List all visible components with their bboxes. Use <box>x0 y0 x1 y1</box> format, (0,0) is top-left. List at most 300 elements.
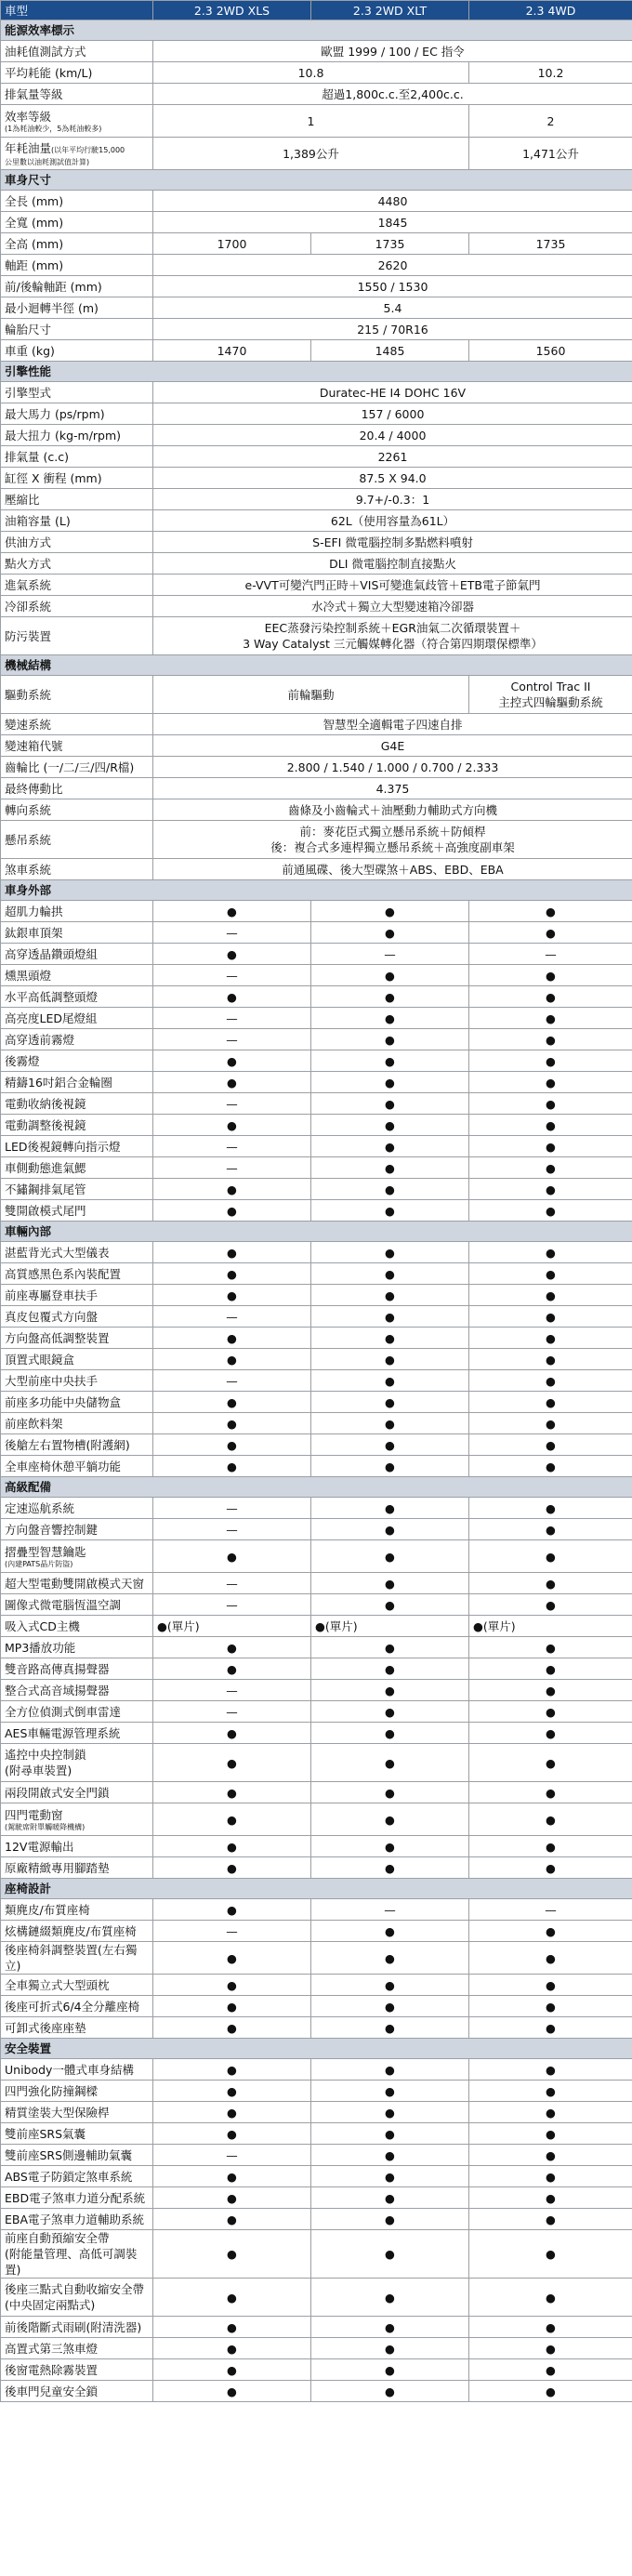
spec-value-cell <box>469 1498 632 1519</box>
spec-value-cell <box>153 276 632 297</box>
spec-value-line2: 後：複合式多連桿獨立懸吊系統＋高強度副車架 <box>270 840 515 854</box>
spec-label: 齒輪比 (一/二/三/四/R檔) <box>5 760 135 774</box>
spec-label-cell <box>1 1115 153 1136</box>
spec-label-note: 公里數以油耗測試值計算) <box>5 157 90 166</box>
spec-value: ● <box>385 1373 395 1388</box>
spec-label-cell <box>1 1179 153 1200</box>
spec-value: ● <box>385 1437 395 1452</box>
spec-row <box>1 403 632 425</box>
spec-row <box>1 778 632 799</box>
spec-value: ● <box>227 946 237 961</box>
spec-label: 大型前座中央扶手 <box>5 1373 99 1388</box>
spec-value-cell <box>311 1803 469 1836</box>
spec-value: ● <box>385 1266 395 1281</box>
spec-value-cell <box>153 1242 311 1263</box>
spec-value-cell <box>469 138 632 170</box>
spec-value-cell <box>469 1157 632 1179</box>
spec-label-note: (駕駛席附單觸暖降機構) <box>5 1822 86 1831</box>
spec-value: ● <box>385 1661 395 1676</box>
spec-value-cell <box>469 1519 632 1540</box>
spec-value: ● <box>227 2319 237 2334</box>
spec-value-cell <box>469 1744 632 1782</box>
spec-value-cell <box>153 2279 311 2317</box>
spec-value-cell <box>469 1540 632 1573</box>
spec-label-cell <box>1 1072 153 1093</box>
spec-value: ● <box>546 1500 556 1515</box>
section-header <box>1 880 632 901</box>
spec-value: ● <box>546 1950 556 1965</box>
spec-value: 215 / 70R16 <box>357 322 428 337</box>
spec-label: 轉向系統 <box>5 802 52 817</box>
spec-value-cell <box>153 1050 311 1072</box>
spec-value-cell <box>311 1723 469 1744</box>
spec-value: ● <box>227 2020 237 2035</box>
spec-value: — <box>226 2147 238 2162</box>
spec-value-cell <box>311 1136 469 1157</box>
spec-value-cell <box>311 1782 469 1803</box>
spec-label: 缸徑 X 衝程 (mm) <box>5 470 102 485</box>
spec-value: 157 / 6000 <box>361 406 425 421</box>
spec-row <box>1 1456 632 1477</box>
spec-label-cell <box>1 1050 153 1072</box>
spec-label: 前座自動預縮安全帶 <box>5 2231 110 2245</box>
spec-label-cell <box>1 382 153 403</box>
spec-value-cell <box>153 2102 311 2123</box>
spec-value-cell <box>153 1136 311 1157</box>
spec-value-cell <box>153 676 469 714</box>
spec-row <box>1 799 632 821</box>
spec-value-cell <box>153 191 632 212</box>
spec-value-cell <box>153 1680 311 1701</box>
spec-value-cell <box>311 965 469 986</box>
spec-label: 車側動態進氣鰓 <box>5 1160 86 1175</box>
spec-label: 高穿透前霧燈 <box>5 1032 75 1047</box>
spec-value: ● <box>546 1459 556 1473</box>
spec-label: 雙音路高傳真揚聲器 <box>5 1661 110 1676</box>
spec-value: ● <box>546 1203 556 1218</box>
spec-value: ● <box>546 1860 556 1875</box>
spec-label-cell <box>1 212 153 233</box>
spec-label-cell <box>1 1836 153 1857</box>
spec-value-cell <box>153 1803 311 1836</box>
spec-row <box>1 255 632 276</box>
spec-value: ● <box>227 2083 237 2098</box>
spec-value: ● <box>546 1640 556 1655</box>
spec-value: ● <box>227 1640 237 1655</box>
spec-value-cell <box>153 1616 311 1637</box>
spec-value-cell <box>153 901 311 922</box>
spec-value-cell <box>153 319 632 340</box>
spec-value: 齒條及小齒輪式＋油壓動力輔助式方向機 <box>287 802 497 817</box>
spec-label: 全方位偵測式倒車雷達 <box>5 1704 122 1719</box>
spec-value-cell <box>469 2145 632 2166</box>
spec-row <box>1 319 632 340</box>
spec-label: 精質塗裝大型保險桿 <box>5 2105 110 2120</box>
spec-value-cell <box>311 1573 469 1594</box>
spec-label-cell <box>1 1093 153 1115</box>
spec-row <box>1 212 632 233</box>
spec-label-suffix: (以年平均行駛15,000 <box>51 145 125 154</box>
spec-value-cell <box>469 62 632 84</box>
spec-value: ● <box>227 1785 237 1800</box>
spec-value: ● <box>227 989 237 1004</box>
spec-value: ● <box>385 1812 395 1827</box>
spec-value: ● <box>546 1576 556 1591</box>
spec-value-cell <box>311 1637 469 1658</box>
spec-value-cell <box>311 986 469 1008</box>
spec-label-cell <box>1 1540 153 1573</box>
spec-value-cell <box>311 944 469 965</box>
section-title: 機械結構 <box>1 655 632 676</box>
spec-label: 可卸式後座座墊 <box>5 2020 86 2035</box>
spec-value: — <box>226 1309 238 1324</box>
spec-value: ●(單片) <box>315 1618 358 1633</box>
spec-value-cell <box>311 1616 469 1637</box>
spec-value: 1845 <box>377 215 408 230</box>
spec-value: ●(單片) <box>473 1618 516 1633</box>
spec-value: ● <box>385 2062 395 2077</box>
spec-label-cell <box>1 2187 153 2209</box>
spec-label-cell <box>1 2381 153 2402</box>
spec-label-cell <box>1 1370 153 1392</box>
spec-row <box>1 1242 632 1263</box>
spec-row <box>1 489 632 510</box>
spec-label-cell <box>1 1157 153 1179</box>
spec-value: Control Trac II <box>510 680 591 694</box>
spec-label-line2: (中央固定兩點式) <box>5 2298 96 2312</box>
spec-value-cell <box>469 1306 632 1328</box>
spec-value-cell <box>311 1029 469 1050</box>
spec-value: EEC蒸發污染控制系統＋EGR油氣二次循環裝置＋ <box>264 621 521 635</box>
spec-value-cell <box>153 965 311 986</box>
spec-value: ● <box>227 1977 237 1992</box>
spec-label-cell <box>1 1857 153 1879</box>
spec-value: ● <box>546 2384 556 2398</box>
spec-value-cell <box>153 575 632 596</box>
spec-value-cell <box>153 1392 311 1413</box>
spec-label-cell <box>1 2338 153 2359</box>
spec-label-cell <box>1 1306 153 1328</box>
spec-value: ● <box>546 2147 556 2162</box>
spec-value: ● <box>227 1203 237 1218</box>
spec-value: — <box>226 925 238 940</box>
spec-value-cell <box>153 1975 311 1996</box>
spec-value: ● <box>385 1288 395 1302</box>
spec-label-cell <box>1 105 153 138</box>
spec-value-cell <box>469 1594 632 1616</box>
spec-label: Unibody一體式車身結構 <box>5 2062 134 2077</box>
section-header <box>1 2039 632 2059</box>
spec-value: ● <box>227 1330 237 1345</box>
spec-label-cell <box>1 1136 153 1157</box>
spec-row <box>1 1072 632 1093</box>
spec-value-cell <box>311 2123 469 2145</box>
section-title: 車輛內部 <box>1 1222 632 1242</box>
spec-label-cell <box>1 84 153 105</box>
spec-label: 後座可折式6/4全分離座椅 <box>5 1999 140 2014</box>
spec-label-cell <box>1 138 153 170</box>
spec-value: ● <box>546 1160 556 1175</box>
spec-value-cell <box>469 1413 632 1434</box>
spec-value: ● <box>385 1640 395 1655</box>
spec-row <box>1 617 632 655</box>
spec-value: 2.800 / 1.540 / 1.000 / 0.700 / 2.333 <box>286 760 499 774</box>
spec-value-cell <box>469 1370 632 1392</box>
spec-row <box>1 859 632 880</box>
spec-label-cell <box>1 403 153 425</box>
spec-row <box>1 2381 632 2402</box>
spec-value: ● <box>546 1704 556 1719</box>
spec-value-line2: 3 Way Catalyst 三元觸媒轉化器（符合第四期環保標準） <box>243 637 543 651</box>
spec-value: ● <box>546 2362 556 2377</box>
spec-value-cell <box>311 1836 469 1857</box>
spec-value-cell <box>311 1899 469 1921</box>
spec-label: 後窗電熱除霧裝置 <box>5 2362 99 2377</box>
spec-value-cell <box>153 986 311 1008</box>
spec-label: 高置式第三煞車燈 <box>5 2341 99 2356</box>
spec-value: ● <box>546 1182 556 1196</box>
spec-label-cell <box>1 617 153 655</box>
spec-value: ● <box>546 2020 556 2035</box>
spec-value: ● <box>385 1500 395 1515</box>
spec-value: ● <box>227 2341 237 2356</box>
spec-value: 5.4 <box>383 300 402 315</box>
spec-value-cell <box>469 676 632 714</box>
header-title: 車型 <box>1 1 153 20</box>
spec-value: — <box>226 1139 238 1154</box>
spec-label: EBA電子煞車力道輔助系統 <box>5 2212 145 2226</box>
spec-value: ● <box>385 1330 395 1345</box>
spec-value-cell <box>153 596 632 617</box>
spec-value: ● <box>546 968 556 983</box>
spec-value-cell <box>469 2279 632 2317</box>
spec-value-cell <box>469 1115 632 1136</box>
spec-label-cell <box>1 1029 153 1050</box>
spec-row <box>1 1349 632 1370</box>
spec-label-cell <box>1 340 153 362</box>
spec-value: ● <box>546 1245 556 1260</box>
spec-value: ● <box>227 1999 237 2014</box>
spec-row <box>1 1921 632 1942</box>
spec-value: ● <box>385 2147 395 2162</box>
spec-label: 後霧燈 <box>5 1053 40 1068</box>
spec-label-cell <box>1 2123 153 2145</box>
spec-value: 前輪驅動 <box>287 687 335 702</box>
section-header <box>1 170 632 191</box>
header-row <box>1 1 632 20</box>
spec-value-cell <box>153 1200 311 1222</box>
spec-value: ● <box>546 2062 556 2077</box>
spec-value: ● <box>546 904 556 918</box>
spec-row <box>1 1263 632 1285</box>
spec-value-cell <box>153 1836 311 1857</box>
spec-value: ● <box>385 1576 395 1591</box>
spec-label: AES車輛電源管理系統 <box>5 1725 121 1740</box>
spec-label: 最終傳動比 <box>5 781 63 796</box>
spec-value: ● <box>227 1437 237 1452</box>
spec-value-cell <box>311 1093 469 1115</box>
spec-value: ● <box>385 1597 395 1612</box>
spec-value-cell <box>469 1136 632 1157</box>
spec-row <box>1 901 632 922</box>
spec-row <box>1 2230 632 2279</box>
spec-value: ● <box>227 1053 237 1068</box>
spec-value-cell <box>311 2102 469 2123</box>
spec-value: S-EFI 微電腦控制多點燃料噴射 <box>312 535 473 549</box>
spec-value-cell <box>153 1921 311 1942</box>
spec-value-cell <box>153 1349 311 1370</box>
spec-row <box>1 1975 632 1996</box>
spec-row <box>1 1782 632 1803</box>
spec-label: 前座多功能中央儲物盒 <box>5 1394 122 1409</box>
spec-label: 年耗油量 <box>5 140 52 155</box>
spec-value: ● <box>385 2212 395 2226</box>
spec-label: 前座專屬登車扶手 <box>5 1288 99 1302</box>
spec-value-cell <box>311 2359 469 2381</box>
spec-value: — <box>226 968 238 983</box>
spec-value: ● <box>227 1860 237 1875</box>
spec-value-cell <box>469 2059 632 2081</box>
spec-row <box>1 340 632 362</box>
spec-row <box>1 821 632 859</box>
spec-value: ● <box>227 1075 237 1090</box>
spec-row <box>1 1573 632 1594</box>
spec-value-cell <box>311 1242 469 1263</box>
spec-label-cell <box>1 2166 153 2187</box>
spec-value-cell <box>311 1680 469 1701</box>
spec-value-cell <box>311 1200 469 1222</box>
spec-value-cell <box>153 2017 311 2039</box>
spec-value: — <box>226 1500 238 1515</box>
spec-value: ● <box>385 925 395 940</box>
spec-value-cell <box>311 1996 469 2017</box>
spec-row <box>1 2059 632 2081</box>
spec-value: 前通風碟、後大型碟煞＋ABS、EBD、EBA <box>282 862 504 877</box>
spec-value-cell <box>311 2017 469 2039</box>
spec-label-cell <box>1 1942 153 1975</box>
spec-label-cell <box>1 965 153 986</box>
spec-value-cell <box>469 1803 632 1836</box>
spec-row <box>1 2187 632 2209</box>
spec-value-cell <box>311 1349 469 1370</box>
spec-row <box>1 1008 632 1029</box>
spec-value: 1560 <box>535 343 566 358</box>
spec-value: ● <box>546 1812 556 1827</box>
spec-value-cell <box>469 1179 632 1200</box>
spec-label-cell <box>1 510 153 532</box>
spec-label: 方向盤音響控制鍵 <box>5 1522 99 1537</box>
spec-value: 1,471公升 <box>522 146 579 161</box>
spec-value-cell <box>153 714 632 735</box>
spec-label: 最小迴轉半徑 (m) <box>5 300 99 315</box>
spec-value: ● <box>546 1597 556 1612</box>
spec-value: — <box>226 1011 238 1025</box>
spec-value: ● <box>227 1416 237 1431</box>
spec-label-cell <box>1 319 153 340</box>
spec-label: 前後階斷式雨刷(附清洗器) <box>5 2319 142 2334</box>
spec-label: 湛藍背光式大型儀表 <box>5 1245 110 1260</box>
spec-label: 全長 (mm) <box>5 193 64 208</box>
spec-value-cell <box>311 2317 469 2338</box>
spec-label: 全寬 (mm) <box>5 215 64 230</box>
spec-value-cell <box>311 1540 469 1573</box>
spec-label: 全車獨立式大型頭枕 <box>5 1977 110 1992</box>
spec-label: 雙前座SRS側邊輔助氣囊 <box>5 2147 133 2162</box>
spec-row <box>1 138 632 170</box>
spec-value-cell <box>311 1975 469 1996</box>
spec-label: 車重 (kg) <box>5 343 55 358</box>
spec-value: ● <box>385 1860 395 1875</box>
spec-value: ● <box>546 1755 556 1770</box>
spec-value: 4.375 <box>375 781 410 796</box>
spec-value-cell <box>153 2145 311 2166</box>
spec-value: e-VVT可變汽門正時＋VIS可變進氣歧管＋ETB電子節氣門 <box>244 577 541 592</box>
spec-value-cell <box>153 41 632 62</box>
spec-value: ● <box>385 1839 395 1854</box>
spec-value: — <box>384 946 396 961</box>
spec-value-cell <box>311 1306 469 1328</box>
spec-value-cell <box>153 1093 311 1115</box>
spec-value-cell <box>469 1093 632 1115</box>
spec-value: ● <box>385 1182 395 1196</box>
spec-value: ● <box>546 2126 556 2141</box>
spec-value: 水冷式＋獨立大型變速箱冷卻器 <box>310 599 474 614</box>
spec-value: ● <box>546 1266 556 1281</box>
spec-value: ● <box>385 1352 395 1367</box>
spec-value: ● <box>227 1839 237 1854</box>
spec-label: 12V電源輸出 <box>5 1839 74 1854</box>
spec-value-cell <box>311 1857 469 1879</box>
section-header <box>1 1879 632 1899</box>
spec-value: ● <box>385 1245 395 1260</box>
spec-value-cell <box>469 1637 632 1658</box>
spec-value: ● <box>546 2190 556 2205</box>
spec-value: ● <box>546 1352 556 1367</box>
spec-value-cell <box>153 1263 311 1285</box>
spec-label: 後艙左右置物槽(附護網) <box>5 1437 130 1452</box>
spec-value-cell <box>153 1744 311 1782</box>
spec-row <box>1 2145 632 2166</box>
spec-value: 2 <box>546 113 555 128</box>
spec-value: ● <box>546 1725 556 1740</box>
spec-value-cell <box>469 2209 632 2230</box>
spec-value: ● <box>546 1437 556 1452</box>
section-header <box>1 20 632 41</box>
spec-label-cell <box>1 255 153 276</box>
spec-value-cell <box>153 2187 311 2209</box>
spec-row <box>1 596 632 617</box>
section-title: 座椅設計 <box>1 1879 632 1899</box>
spec-label-cell <box>1 1975 153 1996</box>
spec-row <box>1 1616 632 1637</box>
spec-value-cell <box>153 340 311 362</box>
spec-row <box>1 1370 632 1392</box>
spec-label-cell <box>1 1680 153 1701</box>
spec-row <box>1 1328 632 1349</box>
spec-value: ● <box>546 1549 556 1564</box>
spec-label: 全高 (mm) <box>5 236 64 251</box>
spec-label-cell <box>1 1803 153 1836</box>
spec-value-cell <box>311 2166 469 2187</box>
spec-label: 定速巡航系統 <box>5 1500 75 1515</box>
spec-row <box>1 553 632 575</box>
spec-label-cell <box>1 2279 153 2317</box>
spec-value: ● <box>546 1288 556 1302</box>
spec-label-cell <box>1 1921 153 1942</box>
spec-value-cell <box>153 757 632 778</box>
spec-label: 軸距 (mm) <box>5 258 64 272</box>
spec-row <box>1 1519 632 1540</box>
